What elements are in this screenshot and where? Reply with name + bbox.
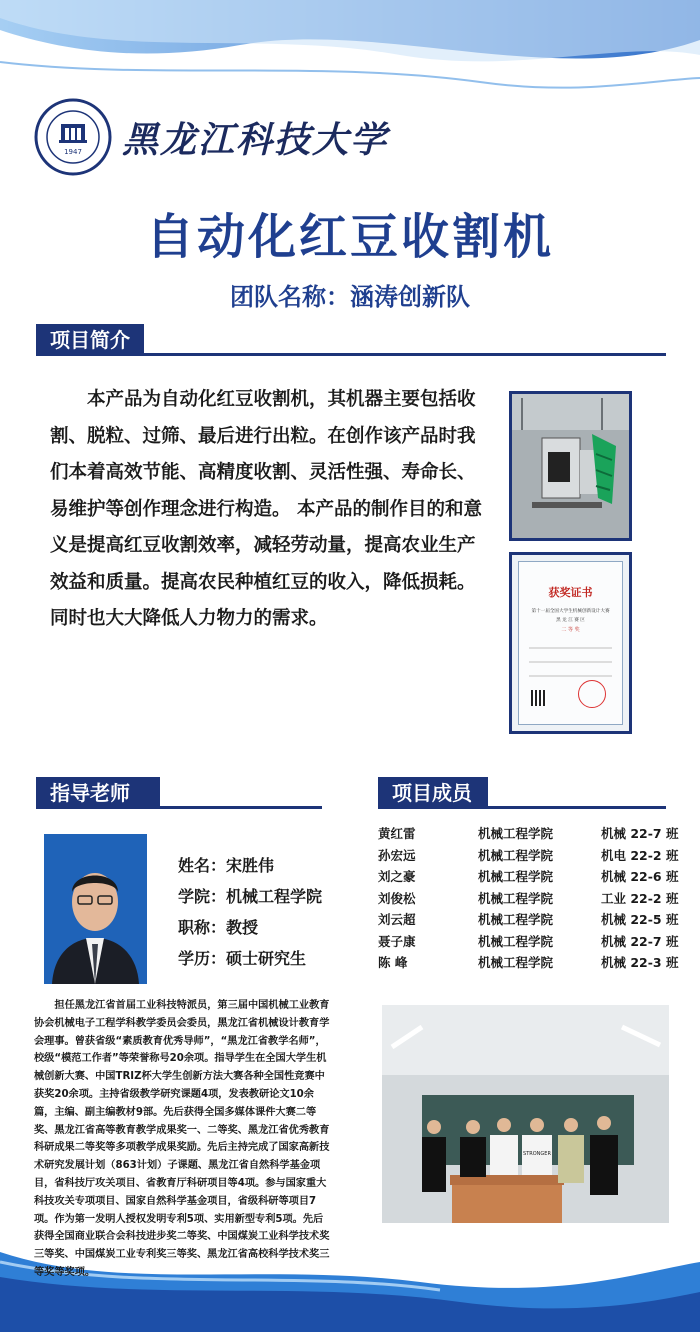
logo-year: 1947 (64, 148, 82, 156)
list-item: 黄红雷 机械工程学院 机械 22-7 班 (378, 826, 679, 841)
advisor-biography: 担任黑龙江省首届工业科技特派员，第三届中国机械工业教育协会机械电子工程学科教学委员会委员，黑龙江省机械设计教育学会理事。曾获省级“素质教育优秀导师”，“黑龙江省教学名师”，校级“模范工作者”等荣誉称号20余项。指导学生在全国大学生机械创新大赛、中国TRIZ杯大学生创新方法大赛各种全国性竞赛中获奖20余项。主持省级教学研究课题4项，发表教研论文10余篇，主编、副主编教材9部。先后获得全国多媒体课件大赛二等奖、黑龙江省高等教育教学成果奖一、二等奖、黑龙江省优秀教育科研成果二等奖等多项教学成果奖励。先后主持完成了国家高新技术研究发展计划（863计划）子课题、黑龙江省自然科学基金项目，省科技厅攻关项目、省教育厅科研项目等4项。参与国家重大科技攻关专项项目、国家自然科学基金项目，省级科研等项目7项。作为第一发明人授权发明专利5项、实用新型专利5项。先后获得全国商业联合会科技进步奖二等奖、中国煤炭工业科学技术奖三等奖、中国煤炭工业专利奖三等奖、黑龙江省高校科学技术奖三等奖等奖项。 (34, 1000, 330, 1278)
university-name: 黑龙江科技大学 (122, 119, 389, 161)
section-header-intro: 项目简介 (36, 324, 144, 356)
list-item: 刘云超 机械工程学院 机械 22-5 班 (378, 912, 679, 927)
section-header-members: 项目成员 (378, 777, 488, 809)
certificate-prize: 二 等 奖 (561, 627, 580, 633)
list-item: 刘之豪 机械工程学院 机械 22-6 班 (378, 869, 679, 884)
award-certificate (509, 552, 632, 734)
team-group-photo (382, 1005, 669, 1223)
certificate-title: 获奖证书 (548, 586, 593, 599)
list-item: 刘俊松 机械工程学院 工业 22-2 班 (378, 890, 679, 906)
advisor-degree: 学历：硕士研究生 (178, 949, 307, 968)
section-header-advisor: 指导老师 (36, 777, 160, 809)
member-list (378, 823, 681, 974)
section-divider (378, 806, 666, 809)
advisor-title: 职称：教授 (178, 918, 259, 937)
qr-code-icon (531, 690, 547, 706)
poster-title: 自动化红豆收割机 (145, 209, 554, 265)
certificate-region: 黑 龙 江 赛 区 (556, 618, 585, 623)
stamp-seal (578, 680, 606, 708)
section-divider (36, 353, 666, 356)
advisor-college: 学院：机械工程学院 (178, 887, 323, 906)
certificate-contest: 第十一届全国大学生机械创新设计大赛 (531, 609, 610, 614)
machine-photo (509, 391, 632, 541)
shirt-print: STRONGER (523, 1151, 551, 1157)
list-item: 聂子康 机械工程学院 机械 22-7 班 (378, 933, 679, 949)
advisor-name: 姓名：宋胜伟 (178, 856, 275, 875)
section-divider (36, 806, 322, 809)
list-item: 陈 峰 机械工程学院 机械 22-3 班 (378, 955, 679, 970)
advisor-portrait (44, 834, 147, 984)
team-name: 团队名称：涵涛创新队 (230, 283, 470, 311)
university-seal-logo (34, 98, 112, 176)
project-intro-text: 本产品为自动化红豆收割机，其机器主要包括收割、脱粒、过筛、最后进行出粒。在创作该产品时我们本着高效节能、高精度收割、灵活性强、寿命长、易维护等创作理念进行构造。 本产品的制作目的和意义是提高红豆收割效率，减轻劳动量，提高农业生产效益和质量。提高农民种植红豆的收入，降低损耗。同时也大大降低人力物力的需求。 (50, 389, 482, 629)
list-item: 孙宏远 机械工程学院 机电 22-2 班 (378, 847, 679, 863)
